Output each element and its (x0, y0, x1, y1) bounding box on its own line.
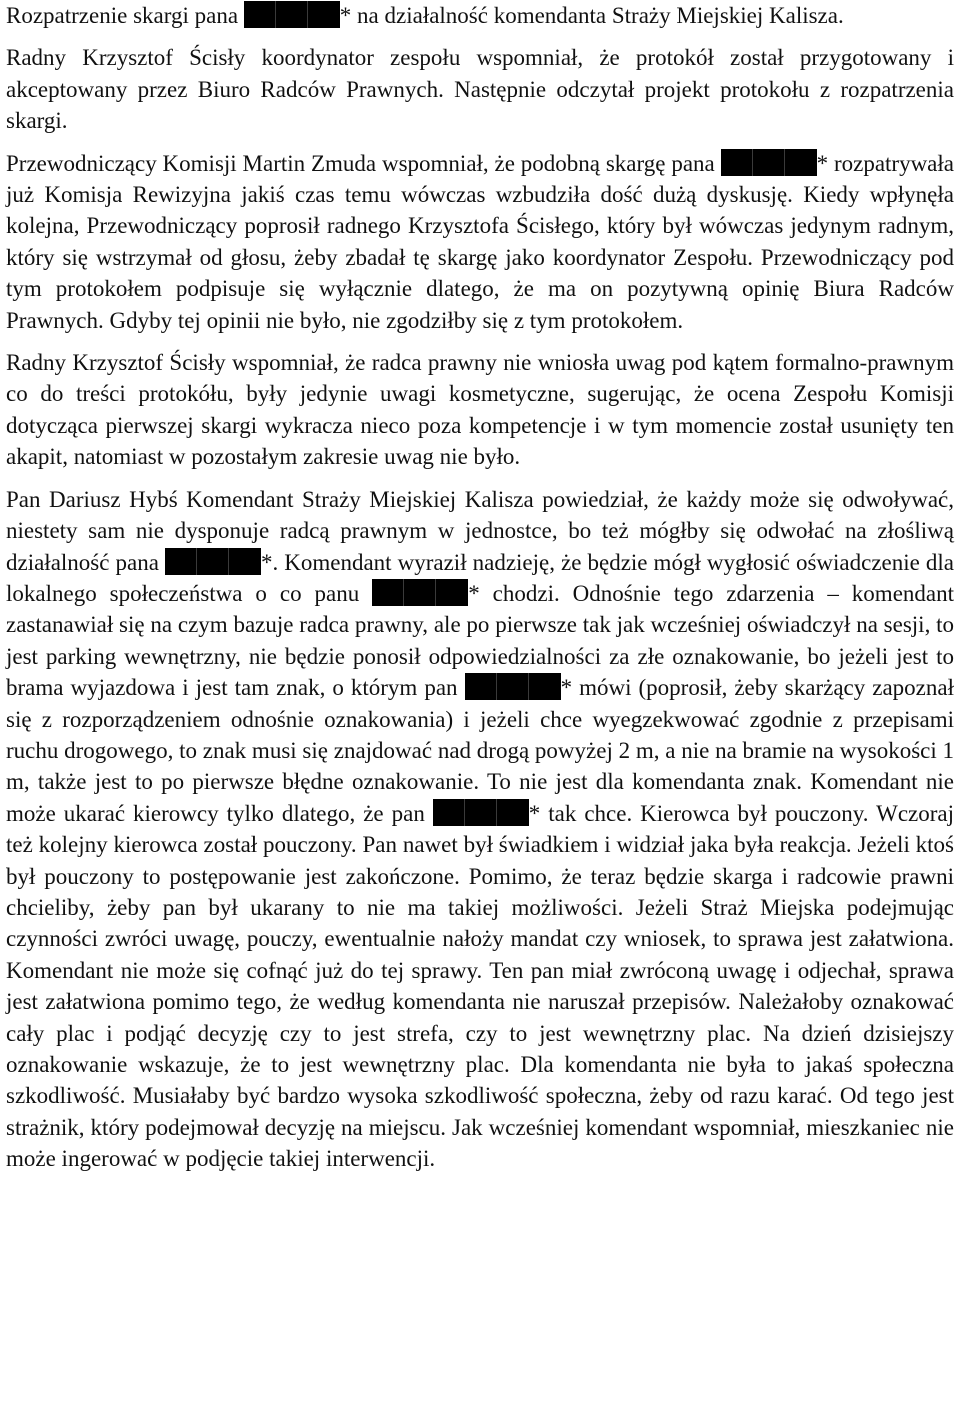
paragraph-text: * mówi (poprosił, żeby skarżący zapoznał się z rozporządzeniem odnośnie oznakowania) i jeżeli chce wyegzekwować zgodnie z przepisami ruchu drogowego, to znak musi się znajdować nad drogą powyżej 2 m, a nie na bramie na wysokości 1 m, także jest to po pierwsze błędne oznakowanie. To nie jest dla komendanta znak. Komendant nie może ukarać kierowcy tylko dlatego, że pan (6, 675, 954, 826)
paragraph-text: *. Komendant wyraził nadzieję, że będzie mógł wygłosić oświadczenie dla lokalnego społeczeństwa o co panu (6, 549, 954, 606)
paragraph-p4 (6, 347, 954, 473)
redaction-block (433, 799, 529, 826)
paragraph-p5 (6, 484, 954, 1175)
redaction-block (465, 673, 561, 700)
redaction-block (721, 149, 817, 176)
document-page (6, 0, 954, 1186)
paragraph-text: * na działalność komendanta Straży Miejskiej Kalisza. (339, 3, 844, 28)
redaction-block (372, 579, 468, 606)
paragraph-text: * rozpatrywała już Komisja Rewizyjna jakiś czas temu wówczas wzbudziła dość dużą dyskusję. Kiedy wpłynęła kolejna, Przewodniczący poprosił radnego Krzysztofa Ścisłego, który był wówczas jedynym radnym, który się wstrzymał od głosu, żeby zbadał tę skargę jako koordynator Zespołu. Przewodniczący pod tym protokołem podpisuje się wyłącznie dlatego, że ma on pozytywną opinię Biura Radców Prawnych. Gdyby tej opinii nie było, nie zgodziłby się z tym protokołem. (6, 150, 954, 333)
paragraph-text: Radny Krzysztof Ścisły wspomniał, że radca prawny nie wniosła uwag pod kątem formalno-prawnym co do treści protokółu, były jedynie uwagi kosmetyczne, sugerując, że ocena Zespołu Komisji dotycząca pierwszej skargi wykracza nieco poza kompetencje i w tym momencie został usunięty ten akapit, natomiast w pozostałym zakresie uwag nie było. (6, 350, 954, 470)
paragraph-text: * chodzi. Odnośnie tego zdarzenia – komendant zastanawiał się na czym bazuje radca prawny, ale po pierwsze tak jak wcześniej oświadczył na sesji, to jest parking wewnętrzny, nie będzie ponosił odpowiedzialności za złe oznakowanie, bo jeżeli jest to brama wyjazdowa i jest tam znak, o którym pan (6, 580, 955, 701)
paragraph-text: Przewodniczący Komisji Martin Zmuda wspomniał, że podobną skargę pana (6, 150, 721, 176)
redaction-block (244, 1, 340, 28)
paragraph-p1 (6, 0, 954, 31)
paragraph-text: Rozpatrzenie skargi pana (6, 3, 244, 28)
paragraph-text: Radny Krzysztof Ścisły koordynator zespołu wspomniał, że protokół został przygotowany i akceptowany przez Biuro Radców Prawnych. Następnie odczytał projekt protokołu z rozpatrzenia skargi. (6, 45, 954, 134)
paragraph-p3 (6, 148, 954, 336)
paragraph-text: Pan Dariusz Hybś Komendant Straży Miejskiej Kalisza powiedział, że każdy może się odwoływać, niestety sam nie dysponuje radcą prawnym w jednostce, bo też mógłby się odwołać na złośliwą działalność pana (6, 486, 954, 575)
paragraph-p2 (6, 42, 954, 136)
paragraph-text: * tak chce. Kierowca był pouczony. Wczoraj też kolejny kierowca został pouczony. Pan nawet był świadkiem i widział jaka była reakcja. Jeżeli ktoś był pouczony to postępowanie jest zakończone. Pomimo, że teraz będzie skarga i radcowie prawni chcieliby, żeby pan był ukarany to nie ma takiej możliwości. Jeżeli Straż Miejska podejmując czynności zwróci uwagę, pouczy, ewentualnie nałoży mandat czy wniosek, to sprawa jest załatwiona. Komendant nie może się cofnąć już do tej sprawy. Ten pan miał zwróconą uwagę i odjechał, sprawa jest załatwiona pomimo tego, że według komendanta nie naruszał przepisów. Należałoby oznakować cały plac i podjąć decyzję czy to jest strefa, czy to jest wewnętrzny plac. Na dzień dzisiejszy oznakowanie wskazuje, że to jest wewnętrzny plac. Dla komendanta nie była to jakaś społeczna szkodliwość. Musiałaby być bardzo wysoka szkodliwość społeczna, żeby od razu karać. Od tego jest strażnik, który podejmował decyzję na miejscu. Jak wcześniej komendant wspomniał, mieszkaniec nie może ingerować w podjęcie takiej interwencji. (6, 800, 954, 1172)
redaction-block (165, 548, 261, 575)
